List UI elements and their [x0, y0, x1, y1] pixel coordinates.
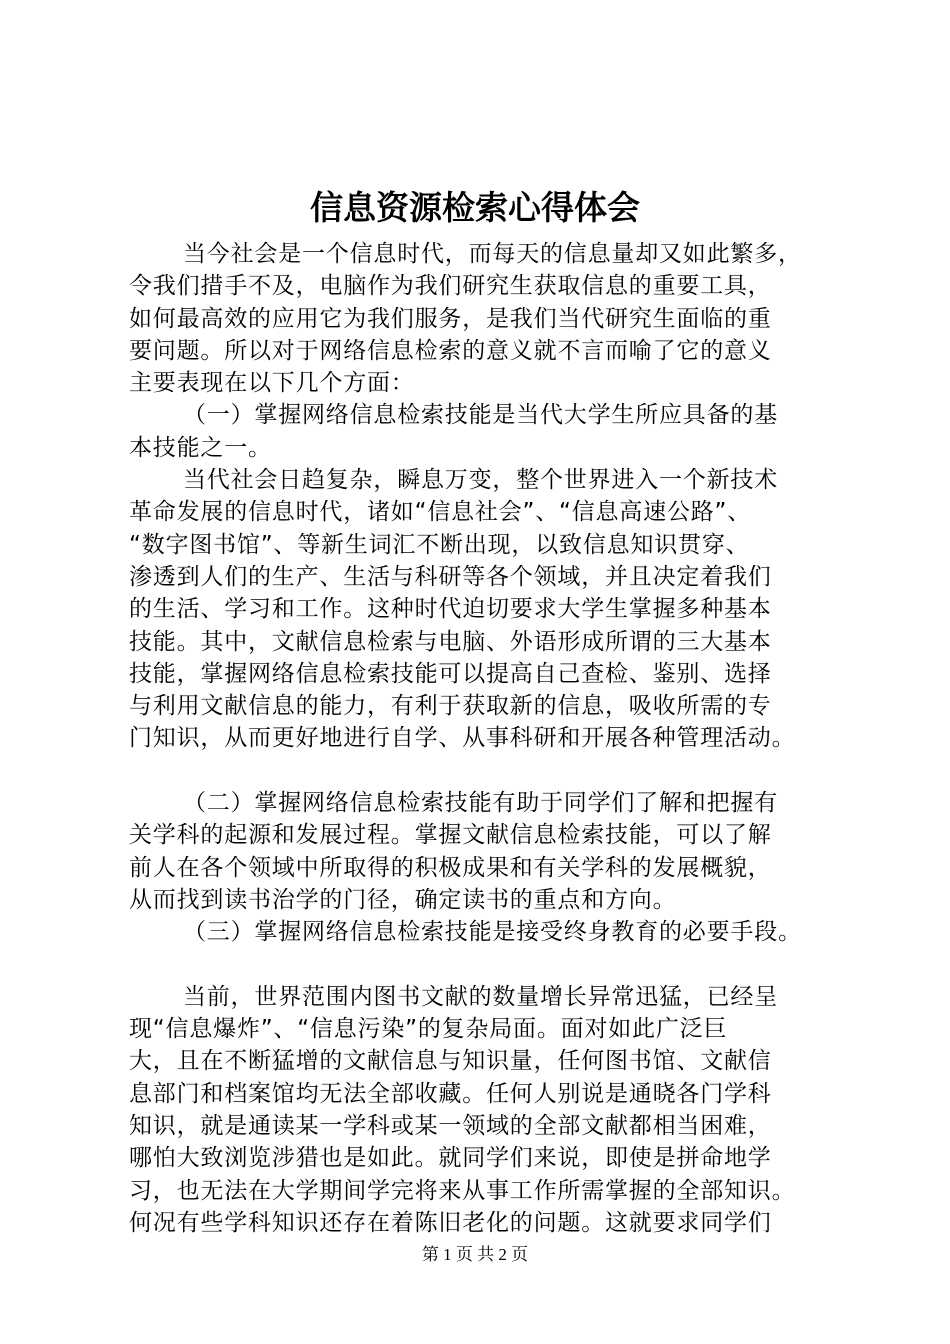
text-line: “数字图书馆”、等新生词汇不断出现，以致信息知识贯穿、 — [129, 531, 750, 558]
paragraph-gap — [129, 755, 835, 787]
text-line: 要问题。所以对于网络信息检索的意义就不言而喻了它的意义 — [129, 337, 772, 364]
text-line: 革命发展的信息时代，诸如“信息社会”、“信息高速公路”、 — [129, 499, 752, 526]
text-line: 习，也无法在大学期间学完将来从事工作所需掌握的全部知识。 — [129, 1177, 796, 1204]
text-line: 如何最高效的应用它为我们服务，是我们当代研究生面临的重 — [129, 305, 772, 332]
text-line: 现“信息爆炸”、“信息污染”的复杂局面。面对如此广泛巨 — [129, 1016, 728, 1043]
paragraph-gap — [129, 949, 835, 981]
text-line: 当今社会是一个信息时代，而每天的信息量却又如此繁多， — [183, 241, 802, 267]
text-line: 何况有些学科知识还存在着陈旧老化的问题。这就要求同学们 — [129, 1209, 772, 1236]
text-line: 知识，就是通读某一学科或某一领域的全部文献都相当困难， — [129, 1113, 772, 1140]
text-line: 当代社会日趋复杂，瞬息万变，整个世界进入一个新技术 — [183, 467, 778, 494]
text-line: 令我们措手不及，电脑作为我们研究生获取信息的重要工具， — [129, 273, 772, 300]
text-line: 大，且在不断猛增的文献信息与知识量，任何图书馆、文献信 — [129, 1048, 772, 1075]
text-line: （二）掌握网络信息检索技能有助于同学们了解和把握有 — [183, 790, 778, 817]
document-body — [129, 238, 835, 1239]
text-line: 从而找到读书治学的门径，确定读书的重点和方向。 — [129, 886, 677, 913]
document-title: 信息资源检索心得体会 — [310, 188, 640, 227]
text-line: 门知识，从而更好地进行自学、从事科研和开展各种管理活动。 — [129, 725, 796, 752]
page-footer: 第 1 页 共 2 页 — [421, 1245, 529, 1264]
text-line: 技能。其中，文献信息检索与电脑、外语形成所谓的三大基本 — [129, 628, 772, 655]
text-line: 的生活、学习和工作。这种时代迫切要求大学生掌握多种基本 — [129, 596, 772, 623]
text-line: 前人在各个领域中所取得的积极成果和有关学科的发展概貌， — [129, 854, 772, 881]
text-line: 关学科的起源和发展过程。掌握文献信息检索技能，可以了解 — [129, 822, 772, 849]
text-line: 技能，掌握网络信息检索技能可以提高自己查检、鉴别、选择 — [129, 660, 772, 687]
text-line: 当前，世界范围内图书文献的数量增长异常迅猛，已经呈 — [183, 983, 778, 1010]
text-line: 息部门和档案馆均无法全部收藏。任何人别说是通晓各门学科 — [129, 1080, 772, 1107]
text-line: 与利用文献信息的能力，有利于获取新的信息，吸收所需的专 — [129, 693, 772, 720]
text-line: （三）掌握网络信息检索技能是接受终身教育的必要手段。 — [183, 919, 802, 946]
text-line: 本技能之一。 — [129, 434, 272, 461]
text-line: 主要表现在以下几个方面： — [129, 370, 415, 397]
text-line: （一）掌握网络信息检索技能是当代大学生所应具备的基 — [183, 402, 778, 429]
text-line: 哪怕大致浏览涉猎也是如此。就同学们来说，即使是拼命地学 — [129, 1145, 772, 1172]
text-line: 渗透到人们的生产、生活与科研等各个领域，并且决定着我们 — [129, 563, 772, 590]
